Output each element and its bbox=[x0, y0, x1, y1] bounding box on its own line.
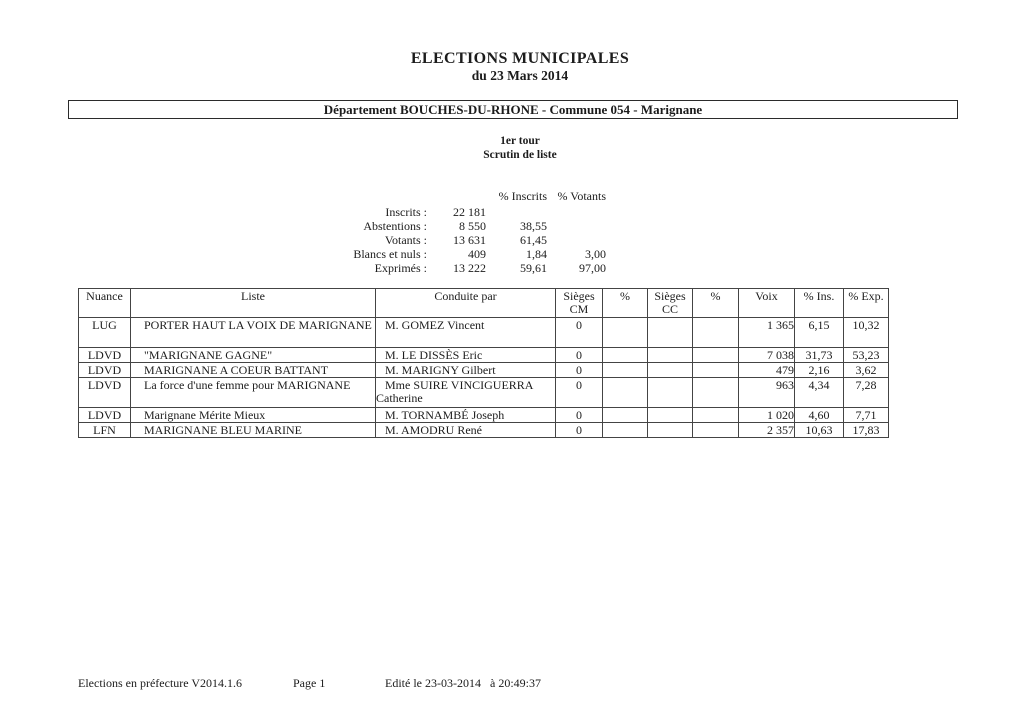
stats-value: 409 bbox=[468, 247, 486, 261]
stats-value: 13 222 bbox=[453, 261, 486, 275]
header-nuance: Nuance bbox=[79, 289, 131, 318]
cell-pct-ins: 4,34 bbox=[795, 378, 844, 408]
cell-pct-1 bbox=[603, 318, 648, 348]
cell-sieges-cc bbox=[648, 378, 693, 408]
cell-pct-exp: 7,28 bbox=[844, 378, 889, 408]
page-title bbox=[8, 49, 1024, 84]
cell-nuance: LUG bbox=[79, 318, 131, 348]
results-row-3 bbox=[79, 363, 889, 378]
results-header-row bbox=[79, 289, 889, 318]
cell-liste: La force d'une femme pour MARIGNANE bbox=[131, 378, 376, 408]
cell-conduite-par: Mme SUIRE VINCIGUERRA Catherine bbox=[376, 378, 556, 408]
header-pct-1: % bbox=[603, 289, 648, 318]
footer-app-version: Elections en préfecture V2014.1.6 bbox=[78, 676, 243, 690]
footer-edited-date: Edité le 23-03-2014 bbox=[385, 676, 481, 690]
stats-row-abstentions bbox=[307, 219, 606, 233]
cell-pct-ins: 4,60 bbox=[795, 408, 844, 423]
cell-nuance: LDVD bbox=[79, 348, 131, 363]
cell-liste: MARIGNANE A COEUR BATTANT bbox=[131, 363, 376, 378]
cell-voix: 7 038 bbox=[739, 348, 795, 363]
cell-pct-exp: 17,83 bbox=[844, 423, 889, 438]
participation-stats bbox=[307, 189, 606, 275]
stats-pct-votants: 97,00 bbox=[579, 261, 606, 275]
cell-pct-exp: 10,32 bbox=[844, 318, 889, 348]
stats-row-votants bbox=[307, 233, 606, 247]
cell-voix: 963 bbox=[739, 378, 795, 408]
cell-sieges-cm: 0 bbox=[556, 408, 603, 423]
header-conduite-par: Conduite par bbox=[376, 289, 556, 318]
cell-nuance: LFN bbox=[79, 423, 131, 438]
cell-voix: 1 365 bbox=[739, 318, 795, 348]
header-pct-ins: % Ins. bbox=[795, 289, 844, 318]
cell-pct-ins: 6,15 bbox=[795, 318, 844, 348]
cell-pct-2 bbox=[693, 348, 739, 363]
stats-pct-votants: 3,00 bbox=[585, 247, 606, 261]
results-row-6 bbox=[79, 423, 889, 438]
stats-header-row bbox=[307, 189, 606, 203]
cell-pct-exp: 3,62 bbox=[844, 363, 889, 378]
cell-sieges-cm: 0 bbox=[556, 318, 603, 348]
cell-pct-2 bbox=[693, 378, 739, 408]
stats-row-blancs-et-nuls bbox=[307, 247, 606, 261]
cell-sieges-cc bbox=[648, 408, 693, 423]
cell-sieges-cc bbox=[648, 423, 693, 438]
cell-conduite-par: M. AMODRU René bbox=[376, 423, 556, 438]
stats-row-inscrits bbox=[307, 205, 606, 219]
results-table bbox=[78, 288, 889, 438]
cell-nuance: LDVD bbox=[79, 408, 131, 423]
cell-voix: 2 357 bbox=[739, 423, 795, 438]
stats-pct-votants bbox=[547, 233, 606, 247]
stats-pct-inscrits: 38,55 bbox=[520, 219, 547, 233]
header-liste: Liste bbox=[131, 289, 376, 318]
title-line1: ELECTIONS MUNICIPALES bbox=[410, 50, 630, 67]
stats-pct-inscrits bbox=[486, 205, 547, 219]
cell-pct-1 bbox=[603, 408, 648, 423]
stats-pct-votants bbox=[547, 219, 606, 233]
stats-label: Blancs et nuls : bbox=[353, 247, 427, 261]
stats-header-pct-votants: % Votants bbox=[557, 189, 606, 203]
header-pct-2: % bbox=[693, 289, 739, 318]
round-line2: Scrutin de liste bbox=[483, 149, 557, 161]
cell-pct-ins: 31,73 bbox=[795, 348, 844, 363]
cell-sieges-cc bbox=[648, 363, 693, 378]
cell-conduite-par: M. GOMEZ Vincent bbox=[376, 318, 556, 348]
stats-header-pct-inscrits: % Inscrits bbox=[498, 189, 547, 203]
stats-value: 13 631 bbox=[453, 233, 486, 247]
results-row-4 bbox=[79, 378, 889, 408]
results-row-2 bbox=[79, 348, 889, 363]
results-row-1 bbox=[79, 318, 889, 348]
stats-label: Votants : bbox=[384, 233, 427, 247]
cell-sieges-cm: 0 bbox=[556, 378, 603, 408]
cell-pct-2 bbox=[693, 363, 739, 378]
cell-nuance: LDVD bbox=[79, 378, 131, 408]
cell-sieges-cc bbox=[648, 318, 693, 348]
header-sieges-cm: Sièges CM bbox=[556, 289, 603, 318]
cell-pct-2 bbox=[693, 408, 739, 423]
stats-value: 22 181 bbox=[453, 205, 486, 219]
cell-conduite-par: M. MARIGNY Gilbert bbox=[376, 363, 556, 378]
cell-pct-1 bbox=[603, 423, 648, 438]
round-block bbox=[8, 134, 1024, 162]
cell-liste: "MARIGNANE GAGNE" bbox=[131, 348, 376, 363]
cell-voix: 1 020 bbox=[739, 408, 795, 423]
header-pct-exp: % Exp. bbox=[844, 289, 889, 318]
stats-pct-inscrits: 59,61 bbox=[520, 261, 547, 275]
stats-pct-votants bbox=[547, 205, 606, 219]
cell-conduite-par: M. LE DISSÈS Eric bbox=[376, 348, 556, 363]
cell-sieges-cm: 0 bbox=[556, 423, 603, 438]
stats-pct-inscrits: 1,84 bbox=[526, 247, 547, 261]
cell-sieges-cm: 0 bbox=[556, 363, 603, 378]
round-line1: 1er tour bbox=[500, 135, 540, 147]
department-banner: Département BOUCHES-DU-RHONE - Commune 054 - Marignane bbox=[68, 100, 958, 119]
footer-edited-time: à 20:49:37 bbox=[490, 676, 541, 690]
cell-liste: Marignane Mérite Mieux bbox=[131, 408, 376, 423]
cell-pct-2 bbox=[693, 423, 739, 438]
results-row-5 bbox=[79, 408, 889, 423]
cell-pct-1 bbox=[603, 363, 648, 378]
cell-liste: PORTER HAUT LA VOIX DE MARIGNANE bbox=[131, 318, 376, 348]
stats-label: Inscrits : bbox=[385, 205, 427, 219]
cell-pct-1 bbox=[603, 378, 648, 408]
stats-label: Exprimés : bbox=[374, 261, 427, 275]
stats-pct-inscrits: 61,45 bbox=[520, 233, 547, 247]
cell-nuance: LDVD bbox=[79, 363, 131, 378]
header-voix: Voix bbox=[739, 289, 795, 318]
cell-pct-ins: 10,63 bbox=[795, 423, 844, 438]
header-sieges-cc: Sièges CC bbox=[648, 289, 693, 318]
title-line2: du 23 Mars 2014 bbox=[471, 68, 569, 83]
cell-conduite-par: M. TORNAMBÉ Joseph bbox=[376, 408, 556, 423]
cell-pct-exp: 7,71 bbox=[844, 408, 889, 423]
stats-value: 8 550 bbox=[459, 219, 486, 233]
cell-pct-ins: 2,16 bbox=[795, 363, 844, 378]
cell-sieges-cc bbox=[648, 348, 693, 363]
cell-pct-exp: 53,23 bbox=[844, 348, 889, 363]
stats-row-exprimes bbox=[307, 261, 606, 275]
cell-pct-1 bbox=[603, 348, 648, 363]
cell-sieges-cm: 0 bbox=[556, 348, 603, 363]
cell-voix: 479 bbox=[739, 363, 795, 378]
stats-label: Abstentions : bbox=[363, 219, 427, 233]
cell-liste: MARIGNANE BLEU MARINE bbox=[131, 423, 376, 438]
footer-page-number: Page 1 bbox=[293, 676, 326, 690]
cell-pct-2 bbox=[693, 318, 739, 348]
